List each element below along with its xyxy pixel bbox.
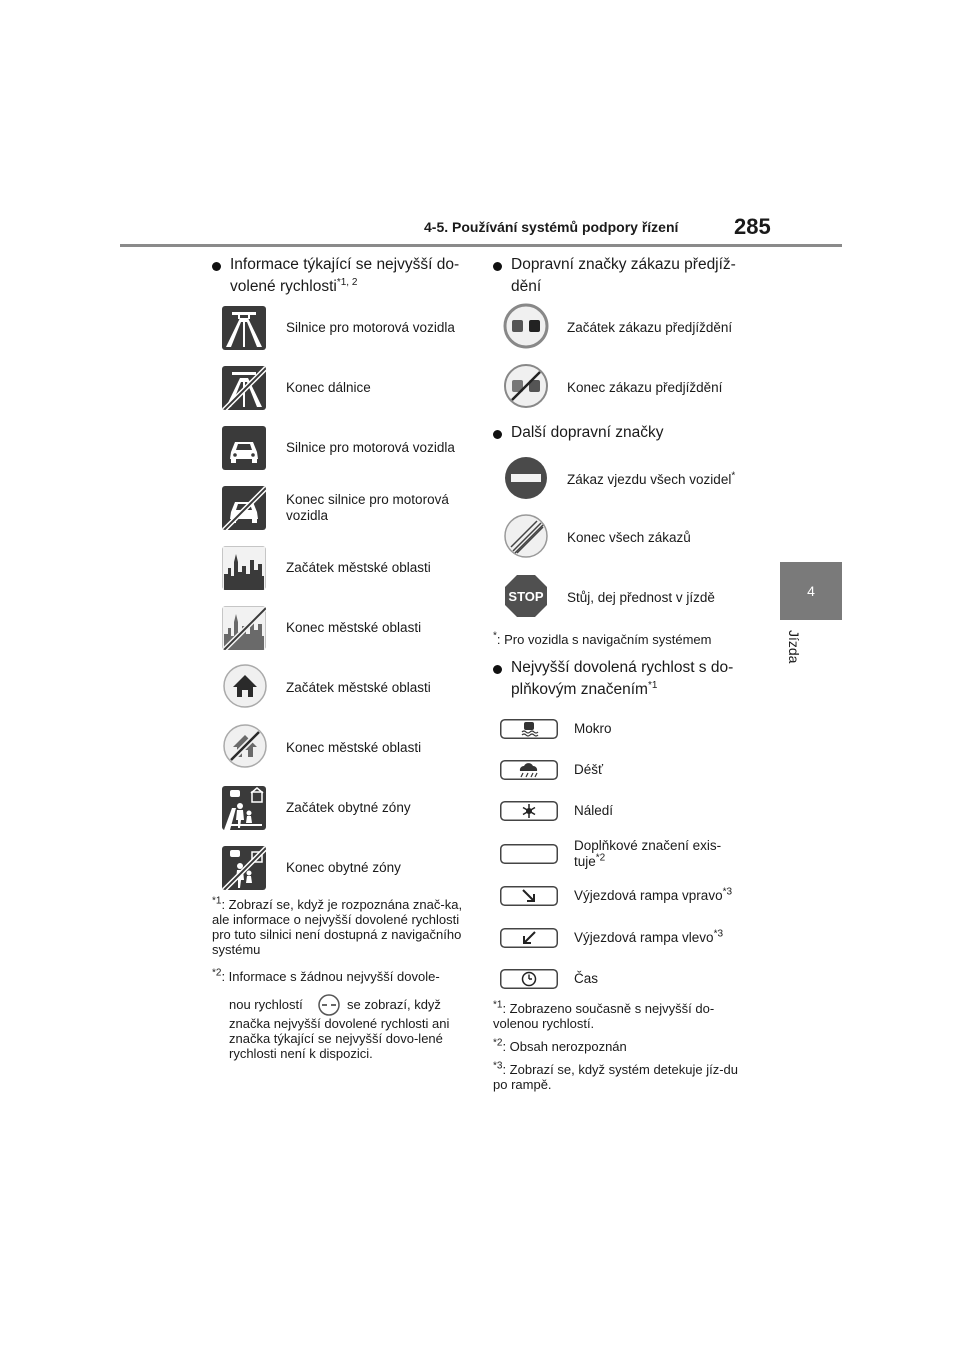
end-of-built-up-area-sign-icon	[222, 606, 266, 650]
sign-row-end-motor-road: Konec silnice pro motorová vozidla	[222, 483, 472, 533]
no-speed-limit-icon	[315, 994, 343, 1016]
sign-row-time: Čas	[500, 962, 765, 996]
footnote-2-cont: značka nejvyšší dovolené rychlosti ani značka týkající se nejvyšší dovo-lené rychlosti není k dispozici.	[229, 1016, 450, 1061]
footnote-2-inline: nou rychlostí se zobrazí, když	[229, 994, 489, 1016]
stop-sign-icon	[503, 573, 549, 619]
motor-road-sign-icon	[222, 426, 266, 470]
supplementary-heading: Nejvyšší dovolená rychlost s do- plňkovým značením$^{*1}$	[493, 657, 755, 701]
sign-row-no-entry: Zákaz vjezdu všech vozidel*	[503, 455, 763, 505]
end-of-all-restrictions-sign-icon	[503, 513, 549, 559]
end-of-urban-area-house-sign-icon	[222, 723, 268, 769]
overtaking-heading: Dopravní značky zákazu předjíž- dění	[493, 254, 755, 298]
footnote-1: $^{*1}$: Zobrazí se, když je rozpoznána znač-ka, ale informace o nejvyšší dovolené rychlosti pro tuto silnici není dostupná z navigačního systému	[212, 895, 463, 957]
chapter-tab: 4	[780, 562, 842, 620]
no-overtaking-sign-icon	[503, 303, 549, 349]
sign-row-ice: Náledí	[500, 794, 765, 828]
clock-icon	[500, 969, 558, 989]
sign-row-end-no-overtaking: Konec zákazu předjíždění	[503, 363, 763, 413]
chapter-side-label: Jízda	[786, 630, 802, 664]
built-up-area-sign-icon	[222, 546, 266, 590]
snowflake-icon	[500, 801, 558, 821]
speed-info-heading: Informace týkající se nejvyšší do- volené rychlosti$^{*1, 2}$	[212, 254, 474, 298]
rain-icon	[500, 760, 558, 780]
sign-row-end-built-up-area: Konec městské oblasti	[222, 603, 472, 653]
blank-plate-icon	[500, 844, 558, 864]
motorway-sign-icon	[222, 306, 266, 350]
bullet-icon	[493, 262, 502, 271]
sign-row-exit-left: Výjezdová rampa vlevo$^{*3}$	[500, 921, 765, 955]
sign-row-end-urban-area: Konec městské oblasti	[222, 723, 472, 773]
sign-row-stop: STOP Stůj, dej přednost v jízdě	[503, 573, 763, 623]
bullet-icon	[212, 262, 221, 271]
no-entry-sign-icon	[503, 455, 549, 501]
sign-row-blank: Doplňkové značení exis-tuje$^{*2}$	[500, 837, 765, 871]
wet-road-icon	[500, 719, 558, 739]
sign-row-wet: Mokro	[500, 712, 765, 746]
supp-footnote-1: $^{*1}$: Zobrazeno současně s nejvyšší do-volenou rychlostí.	[493, 999, 715, 1031]
sign-row-end-residential-zone: Konec obytné zóny	[222, 843, 472, 893]
end-of-motor-road-sign-icon	[222, 486, 266, 530]
sign-row-motor-road: Silnice pro motorová vozidla	[222, 423, 472, 473]
sign-row-residential-zone: Začátek obytné zóny	[222, 783, 472, 833]
svg-text:STOP: STOP	[508, 589, 544, 604]
sign-row-rain: Déšť	[500, 753, 765, 787]
urban-area-house-sign-icon	[222, 663, 268, 709]
sign-row-end-all-restrictions: Konec všech zákazů	[503, 513, 763, 563]
sign-row-end-motorway: Konec dálnice	[222, 363, 472, 413]
footnote-2: $^{*2}$: Informace s žádnou nejvyšší dovole-	[212, 967, 440, 984]
navigation-footnote: *: Pro vozidla s navigačním systémem	[493, 630, 712, 647]
supp-footnote-2: $^{*2}$: Obsah nerozpoznán	[493, 1037, 627, 1054]
other-signs-heading: Další dopravní značky	[493, 422, 755, 444]
sign-row-motorway: Silnice pro motorová vozidla	[222, 303, 472, 353]
page-number: 285	[734, 214, 771, 239]
arrow-down-left-icon	[500, 928, 558, 948]
sign-row-exit-right: Výjezdová rampa vpravo$^{*3}$	[500, 879, 765, 913]
residential-zone-sign-icon	[222, 786, 266, 830]
sign-row-no-overtaking: Začátek zákazu předjíždění	[503, 303, 763, 353]
bullet-icon	[493, 665, 502, 674]
end-of-no-overtaking-sign-icon	[503, 363, 549, 409]
sign-row-urban-area: Začátek městské oblasti	[222, 663, 472, 713]
sign-row-built-up-area: Začátek městské oblasti	[222, 543, 472, 593]
supp-footnote-3: $^{*3}$: Zobrazí se, když systém detekuje jíz-du po rampě.	[493, 1060, 738, 1092]
end-of-residential-zone-sign-icon	[222, 846, 266, 890]
section-title: 4-5. Používání systémů podpory řízení	[424, 219, 679, 235]
header-rule	[120, 244, 842, 247]
end-of-motorway-sign-icon	[222, 366, 266, 410]
arrow-down-right-icon	[500, 886, 558, 906]
bullet-icon	[493, 430, 502, 439]
